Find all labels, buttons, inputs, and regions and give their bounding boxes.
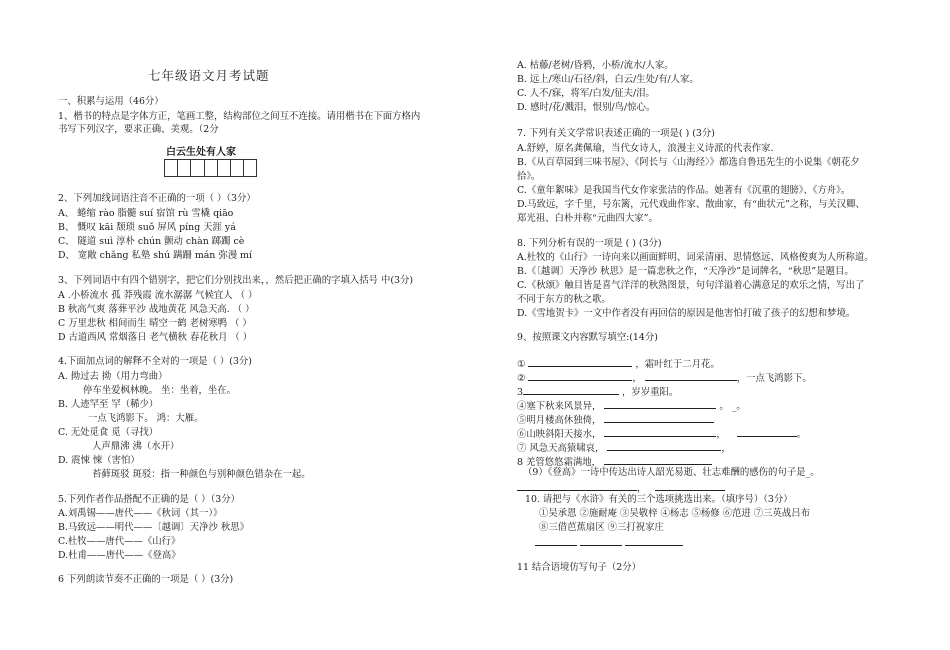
question-1-text: 1、楷书的特点是字体方正，笔画工整，结构部位之间互不连接。请用楷书在下面方格内 (58, 111, 421, 122)
option-b-cont: 拾》。 (517, 171, 541, 182)
writing-grid[interactable] (164, 159, 257, 177)
option-b: B.马致远——明代——〔越调〕天净沙 秋思》 (58, 522, 249, 533)
question-9-text: 9、按照课文内容默写填空:(14分) (517, 332, 658, 343)
fill-line-8: 8 羌管悠悠霜满地， (517, 455, 712, 469)
fill-line-3: 3 ，岁岁重阳。 (517, 387, 679, 398)
question-10-options: ①吴承恩 ②施耐庵 ③吴敬梓 ④杨志 ⑤杨修 ⑥范进 ⑦三英战吕布 (539, 508, 811, 519)
option-b: B.《从百草园到三味书屋》、《阿长与〈山海经〉》都选自鲁迅先生的小说集《朝花夕 (517, 157, 860, 168)
grid-cell[interactable] (231, 160, 244, 176)
option-c: C.《秋颂》触目皆是喜气洋洋的秋熟图景，句句洋溢着心满意足的欢乐之情，写出了 (517, 280, 865, 291)
question-4-text: 4.下面加点词的解释不全对的一项是（ ）(3分) (58, 356, 252, 367)
option-b: B 秋高气爽 落葬平沙 战地黄花 风急天高. （ ） (58, 304, 255, 315)
exam-title: 七年级语文月考试题 (148, 68, 270, 83)
option-d: D. 震悚 悚（害怕） (58, 455, 140, 466)
answer-blank[interactable] (607, 441, 721, 451)
fill-line-2: ② ， ，一点飞鸿影下。 (517, 373, 812, 384)
answer-blank[interactable] (580, 536, 622, 546)
option-d: D.《雪地贺卡》一文中作者没有再回信的原因是他害怕打破了孩子的幻想和梦境。 (517, 308, 856, 319)
option-c: C.杜牧——唐代——《山行》 (58, 536, 181, 547)
option-d: D. 感时/花/溅泪，恨别/鸟/惊心。 (517, 102, 656, 113)
answer-blank[interactable] (604, 427, 716, 437)
fill-line-1: ① ，霜叶红于二月花。 (517, 359, 720, 370)
option-d: D.马致远，字千里，号东篱，元代戏曲作家、散曲家，有“曲状元”之称，与关汉卿、 (517, 199, 865, 210)
grid-cell[interactable] (191, 160, 204, 176)
answer-blank[interactable] (625, 536, 683, 546)
option-d-cont: 郑光祖、白朴并称“元曲四大家”。 (517, 213, 658, 224)
question-3-text: 3、下列词语中有四个错别字，把它们分别找出来，，然后把正确的字填入括号 中(3分) (58, 275, 414, 286)
option-a: A.刘禹锡——唐代——《秋词（其一）》 (58, 508, 223, 519)
question-10-options: ⑧三借芭蕉扇区 ⑨三打祝家庄 (539, 522, 664, 533)
grid-cell[interactable] (165, 160, 178, 176)
option-c: C、 隧道 suì 淳朴 chún 颤动 chàn 踯躅 cè (58, 236, 245, 247)
answer-blank[interactable] (737, 427, 797, 437)
option-b: B、 慨叹 kāi 颓琐 suǒ 屏风 píng 天涯 yá (58, 222, 236, 233)
option-a: A. 枯藤/老树/昏鸦，小桥/流水/人家。 (517, 60, 674, 71)
answer-blank[interactable] (655, 481, 725, 491)
question-8-text: 8. 下列分析有误的一项是 ( ) (3分) (517, 238, 662, 249)
fill-line-9: （9）《登高》一诗中传达出诗人韶光易逝、壮志难酬的感伤的句子是_。 (523, 467, 820, 478)
option-b-detail: 一点飞鸿影下。 鸿：大雁。 (88, 413, 204, 424)
answer-blank[interactable] (528, 371, 632, 381)
grid-cell[interactable] (244, 160, 256, 176)
option-c-cont: 不同于东方的秋之歌。 (517, 294, 611, 305)
option-a: A. 拗过去 拗（用力弯曲） (58, 371, 168, 382)
option-c: C.《童年絮味》是我国当代女作家张洁的作品。她著有《沉重的翅膀》、《方舟》。 (517, 185, 851, 196)
fill-line-9-blanks: ， (517, 481, 725, 495)
grid-cell[interactable] (205, 160, 218, 176)
option-d-detail: 苔藓斑驳 斑驳：指一种颜色与别种颜色错杂在一起。 (92, 469, 311, 480)
option-a-detail: 停车坐爱枫林晚。 坐：坐着，坐在。 (83, 385, 236, 396)
answer-blank[interactable] (645, 371, 737, 381)
option-d: D、 宽敞 chǎng 私塾 shú 蹒跚 mán 弥漫 mí (58, 250, 252, 261)
question-11-text: 11 结合语境仿写句子（2分） (517, 562, 642, 573)
question-2-text: 2、下列加线词语注音不正确的一项（ ）（3分） (58, 193, 256, 204)
question-7-text: 7. 下列有关文学常识表述正确的一项是( ) (3分) (517, 128, 715, 139)
option-c: C. 人不/寐，将军/白发/征夫/泪。 (517, 88, 655, 99)
answer-blank[interactable] (523, 385, 619, 395)
question-6-text: 6 下列朗读节奏不正确的一项是（ ）(3分) (58, 574, 234, 585)
option-d: D 古道西风 常烟落日 老气横秋 春花秋月 （ ） (58, 332, 253, 343)
fill-line-7: ⑦ 风急天高猿啸哀， ， (517, 443, 731, 454)
option-a: A.杜牧的《山行》一诗向来以画面鲜明、词采清丽、思情悠远、风格俊爽为人所称道。 (517, 252, 874, 263)
option-b: B.《〔越调〕天净沙 秋思》是一篇悲秋之作，“天净沙”是词牌名，“秋思”是题目。 (517, 266, 854, 277)
question-1-text: 书写下列汉字，要求正确、美观。（2分 (58, 124, 219, 135)
grid-cell[interactable] (178, 160, 191, 176)
question-10-text: 10. 请把与《水浒》有关的三个选项挑选出来。（填序号）（3分） (525, 494, 793, 505)
option-c: C. 无处觅食 觅（寻找） (58, 427, 159, 438)
writing-grid-prompt: 白云生处有人家 (166, 147, 236, 158)
answer-blank[interactable] (528, 357, 632, 367)
fill-line-5: ⑤明月楼高休独倚， (517, 413, 714, 427)
grid-cell[interactable] (218, 160, 231, 176)
question-10-blanks (535, 536, 683, 550)
answer-blank[interactable] (604, 413, 714, 423)
option-b: B. 远上/寒山/石径/斜，白云/生处/有/人家。 (517, 74, 699, 85)
fill-line-4: ④塞下秋来风景异， 。 _。 (517, 401, 746, 412)
option-d: D.杜甫——唐代——《登高》 (58, 550, 181, 561)
option-c: C 万里悲秋 相间而生 晴空一鹤 老树寒鸭 （ ） (58, 318, 252, 329)
answer-blank[interactable] (604, 399, 716, 409)
answer-blank[interactable] (604, 455, 712, 465)
answer-blank[interactable] (517, 481, 637, 491)
option-a: A.舒婷，原名龚佩瑜，当代女诗人，浪漫主义诗派的代表作家. (517, 143, 774, 154)
section-heading: 一、积累与运用（46分） (58, 96, 164, 107)
option-a: A .小桥流水 孤 莽残霞 流水潺潺 气候宜人 （ ） (58, 290, 258, 301)
question-5-text: 5.下列作者作品搭配不正确的是（ ）（3分） (58, 494, 240, 505)
option-b: B. 人迹罕至 罕（稀少） (58, 399, 159, 410)
answer-blank[interactable] (535, 536, 577, 546)
option-a: A、 蜷缩 ràо 脂髓 suí 宿馆 rù 雪橇 qiāo (58, 208, 234, 219)
option-c-detail: 人声鼎沸 沸（水开） (92, 441, 180, 452)
fill-line-6: ⑥山映斜阳天接水， ， 。 (517, 429, 807, 440)
